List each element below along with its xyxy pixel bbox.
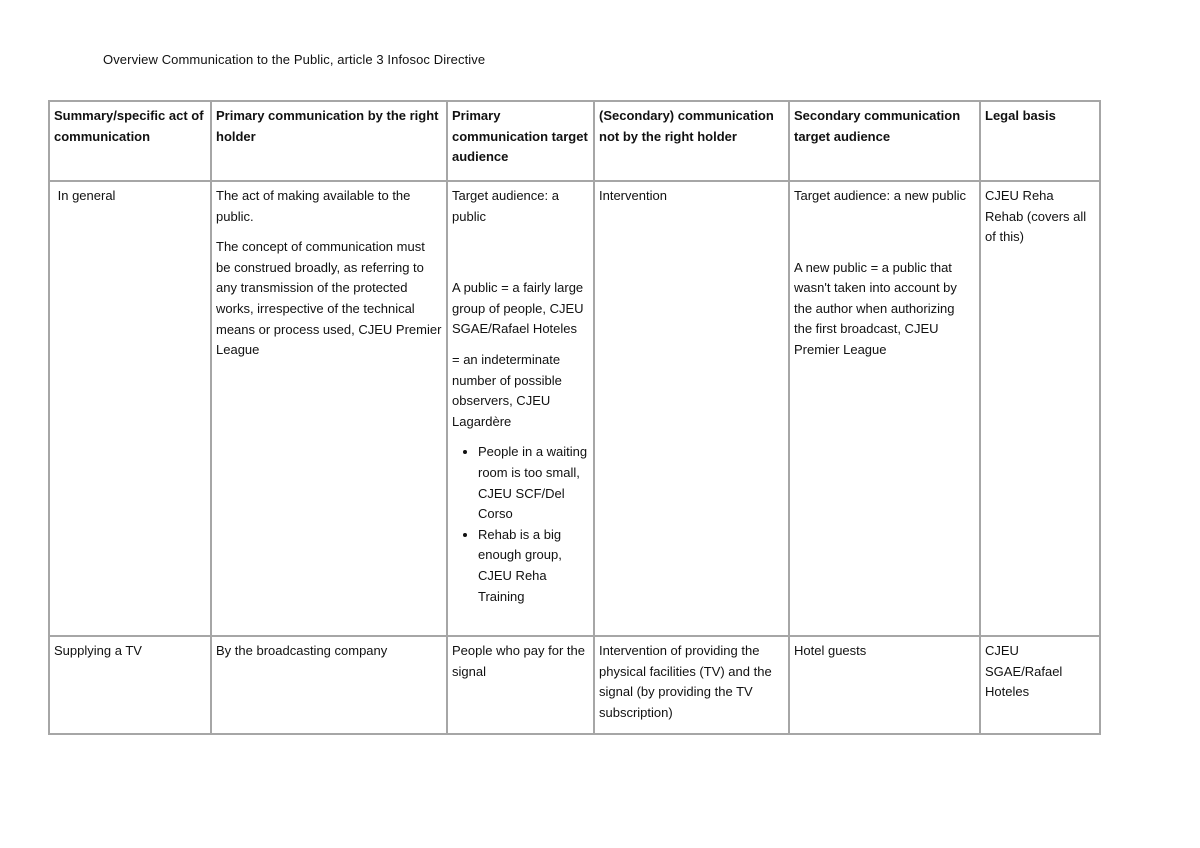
cell-text: Supplying a TV (54, 643, 142, 658)
cell-text: Target audience: a new public (794, 188, 967, 203)
cell-legal-basis (980, 636, 1100, 734)
cell-text: The concept of communication must be construed broadly, as referring to any transmission of the protected works, irrespective of the technical means or process used, CJEU Premier League (216, 239, 442, 358)
cell-text: CJEU Reha Rehab (covers all of this) (985, 188, 1087, 245)
document-title: Overview Communication to the Public, article 3 Infosoc Directive (103, 52, 486, 67)
overview-table (48, 100, 1101, 735)
bullet-list (452, 442, 589, 607)
cell-secondary-communication (594, 636, 789, 734)
header-summary: Summary/specific act of communication (49, 101, 211, 181)
cell-text: The act of making available to the public. (216, 188, 411, 224)
cell-text: A new public = a public that wasn't taken into account by the author when authorizing the first broadcast, CJEU Premier League (794, 259, 957, 357)
table-row (49, 181, 1100, 636)
cell-text: A public = a fairly large group of people, CJEU SGAE/Rafael Hoteles (452, 280, 584, 337)
cell-text: Intervention (599, 188, 667, 203)
list-item: • People in a waiting room is too small, CJEU SCF/Del Corso (478, 442, 589, 524)
cell-text: People who pay for the signal (452, 643, 585, 679)
cell-summary (49, 636, 211, 734)
cell-primary-communication (211, 181, 447, 636)
blank-line (794, 217, 975, 258)
cell-text: = an indeterminate number of possible observers, CJEU Lagardère (452, 351, 562, 429)
cell-primary-target-audience (447, 636, 594, 734)
cell-secondary-communication (594, 181, 789, 636)
header-secondary-target-audience: Secondary communication target audience (789, 101, 980, 181)
cell-text: Intervention of providing the physical facilities (TV) and the signal (by providing the TV subscription) (599, 643, 772, 720)
cell-legal-basis (980, 181, 1100, 636)
header-primary-target-audience: Primary communication target audience (447, 101, 594, 181)
cell-secondary-target-audience (789, 181, 980, 636)
blank-line (452, 237, 589, 278)
cell-text: CJEU SGAE/Rafael Hoteles (985, 643, 1063, 700)
table-header-row (49, 101, 1100, 181)
cell-text: In general (54, 188, 116, 203)
cell-secondary-target-audience (789, 636, 980, 734)
cell-primary-target-audience (447, 181, 594, 636)
header-secondary-communication: (Secondary) communication not by the right holder (594, 101, 789, 181)
cell-text: Hotel guests (794, 643, 867, 658)
cell-primary-communication (211, 636, 447, 734)
table-row (49, 636, 1100, 734)
cell-summary (49, 181, 211, 636)
list-item: • Rehab is a big enough group, CJEU Reha Training (478, 525, 589, 607)
header-legal-basis: Legal basis (980, 101, 1100, 181)
cell-text: Target audience: a public (452, 188, 559, 224)
cell-text: By the broadcasting company (216, 643, 388, 658)
header-primary-communication: Primary communication by the right holder (211, 101, 447, 181)
